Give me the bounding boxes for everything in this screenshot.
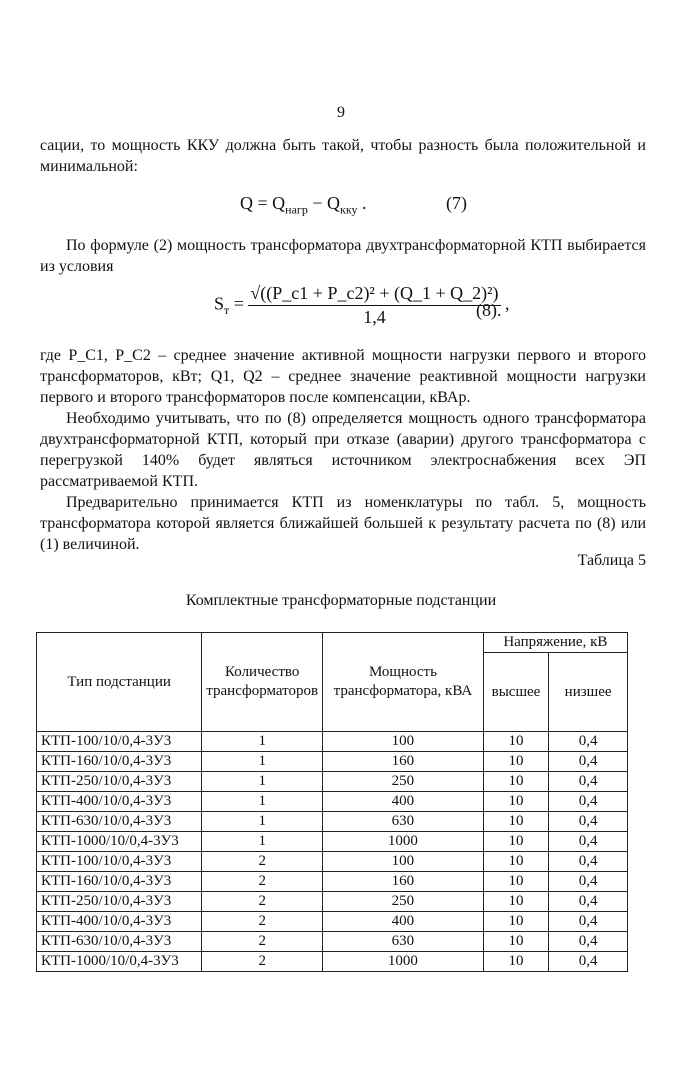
table-row (37, 952, 628, 972)
cell-high: 10 (483, 832, 548, 852)
cell-count: 1 (202, 792, 323, 812)
cell-count: 2 (202, 932, 323, 952)
cell-power: 1000 (323, 952, 484, 972)
formula-8-eq: = (233, 293, 244, 314)
cell-type: КТП-250/10/0,4-3У3 (37, 892, 202, 912)
formula-7-term2: Q (326, 193, 340, 213)
cell-count: 1 (202, 732, 323, 752)
table-row (37, 892, 628, 912)
cell-count: 2 (202, 912, 323, 932)
formula-7-minus: − (312, 193, 323, 213)
equation-number-8: (8). (476, 300, 502, 320)
formula-7-term1: Q (272, 193, 286, 213)
cell-high: 10 (483, 772, 548, 792)
table-row (37, 752, 628, 772)
formula-7-term2-sub: кку (339, 202, 358, 217)
paragraph-consideration: Необходимо учитывать, что по (8) определяется мощность одного трансформатора двухтрансформаторной КТП, который при отказе (аварии) другого трансформатора с перегрузкой 140% будет являться источником электроснабжения всех ЭП рассматриваемой КТП. (40, 410, 646, 490)
cell-power: 400 (323, 792, 484, 812)
paragraph-selection: Предварительно принимается КТП из номенклатуры по табл. 5, мощность трансформатора которой является ближайшей большей к результату расчета по (8) или (1) величиной. (40, 494, 646, 553)
header-type: Тип подстанции (37, 633, 202, 732)
cell-power: 250 (323, 892, 484, 912)
cell-low: 0,4 (549, 772, 628, 792)
formula-8 (214, 283, 510, 328)
cell-count: 2 (202, 892, 323, 912)
cell-low: 0,4 (549, 752, 628, 772)
cell-low: 0,4 (549, 872, 628, 892)
cell-high: 10 (483, 932, 548, 952)
cell-high: 10 (483, 852, 548, 872)
cell-low: 0,4 (549, 792, 628, 812)
paragraph-intro: сации, то мощность ККУ должна быть такой, чтобы разность была положительной и минимальной: (40, 137, 646, 175)
cell-low: 0,4 (549, 732, 628, 752)
header-low: низшее (549, 653, 628, 732)
cell-type: КТП-100/10/0,4-3У3 (37, 852, 202, 872)
table-row (37, 912, 628, 932)
cell-type: КТП-1000/10/0,4-3У3 (37, 952, 202, 972)
formula-8-lhs: S (214, 293, 225, 314)
table-title: Комплектные трансформаторные подстанции (185, 592, 497, 609)
table-label: Таблица 5 (577, 552, 646, 569)
cell-power: 100 (323, 732, 484, 752)
cell-high: 10 (483, 812, 548, 832)
paragraph-formula-2: По формуле (2) мощность трансформатора двухтрансформаторной КТП выбирается из условия (40, 237, 646, 275)
cell-high: 10 (483, 952, 548, 972)
cell-type: КТП-250/10/0,4-3У3 (37, 772, 202, 792)
header-high: высшее (483, 653, 548, 732)
cell-count: 1 (202, 812, 323, 832)
cell-power: 630 (323, 932, 484, 952)
header-count: Количество трансформаторов (202, 633, 323, 732)
cell-power: 160 (323, 872, 484, 892)
formula-7-term1-sub: нагр (285, 202, 308, 217)
cell-count: 2 (202, 872, 323, 892)
cell-type: КТП-630/10/0,4-3У3 (37, 812, 202, 832)
formula-8-comma: , (505, 293, 510, 314)
formula-8-denominator: 1,4 (363, 307, 386, 327)
cell-count: 1 (202, 772, 323, 792)
cell-high: 10 (483, 892, 548, 912)
cell-count: 2 (202, 952, 323, 972)
substation-table (36, 632, 628, 972)
table-row (37, 792, 628, 812)
cell-high: 10 (483, 792, 548, 812)
table-row (37, 832, 628, 852)
cell-count: 1 (202, 832, 323, 852)
table-row (37, 772, 628, 792)
page-number: 9 (337, 104, 345, 121)
header-power: Мощность трансформатора, кВА (323, 633, 484, 732)
formula-7-lhs: Q (240, 193, 253, 213)
formula-7 (240, 193, 366, 218)
formula-8-lhs-sub: т (224, 303, 230, 318)
cell-high: 10 (483, 732, 548, 752)
table-row (37, 732, 628, 752)
cell-low: 0,4 (549, 952, 628, 972)
cell-count: 2 (202, 852, 323, 872)
table-row (37, 852, 628, 872)
cell-power: 400 (323, 912, 484, 932)
cell-count: 1 (202, 752, 323, 772)
cell-type: КТП-400/10/0,4-3У3 (37, 792, 202, 812)
formula-8-numerator: √((P_c1 + P_c2)² + (Q_1 + Q_2)²) (248, 283, 500, 306)
cell-low: 0,4 (549, 892, 628, 912)
cell-type: КТП-1000/10/0,4-3У3 (37, 832, 202, 852)
cell-type: КТП-160/10/0,4-3У3 (37, 872, 202, 892)
cell-type: КТП-100/10/0,4-3У3 (37, 732, 202, 752)
table-row (37, 932, 628, 952)
cell-power: 1000 (323, 832, 484, 852)
equation-number-7: (7) (446, 193, 467, 213)
cell-high: 10 (483, 912, 548, 932)
header-voltage: Напряжение, кВ (483, 633, 627, 653)
table-row (37, 872, 628, 892)
cell-power: 630 (323, 812, 484, 832)
cell-low: 0,4 (549, 932, 628, 952)
cell-power: 160 (323, 752, 484, 772)
formula-8-fraction (248, 283, 500, 328)
cell-low: 0,4 (549, 812, 628, 832)
cell-type: КТП-400/10/0,4-3У3 (37, 912, 202, 932)
formula-7-dot: . (361, 193, 367, 213)
cell-low: 0,4 (549, 912, 628, 932)
cell-type: КТП-630/10/0,4-3У3 (37, 932, 202, 952)
paragraph-definitions: где P_C1, P_C2 – среднее значение активной мощности нагрузки первого и второго трансформаторов, кВт; Q1, Q2 – среднее значение реактивной мощности нагрузки первого и второго трансформаторов после компенсации, кВАр. (40, 347, 646, 406)
cell-low: 0,4 (549, 832, 628, 852)
cell-low: 0,4 (549, 852, 628, 872)
cell-power: 250 (323, 772, 484, 792)
cell-high: 10 (483, 872, 548, 892)
cell-power: 100 (323, 852, 484, 872)
table-row (37, 812, 628, 832)
formula-7-eq: = (257, 193, 268, 213)
cell-high: 10 (483, 752, 548, 772)
cell-type: КТП-160/10/0,4-3У3 (37, 752, 202, 772)
